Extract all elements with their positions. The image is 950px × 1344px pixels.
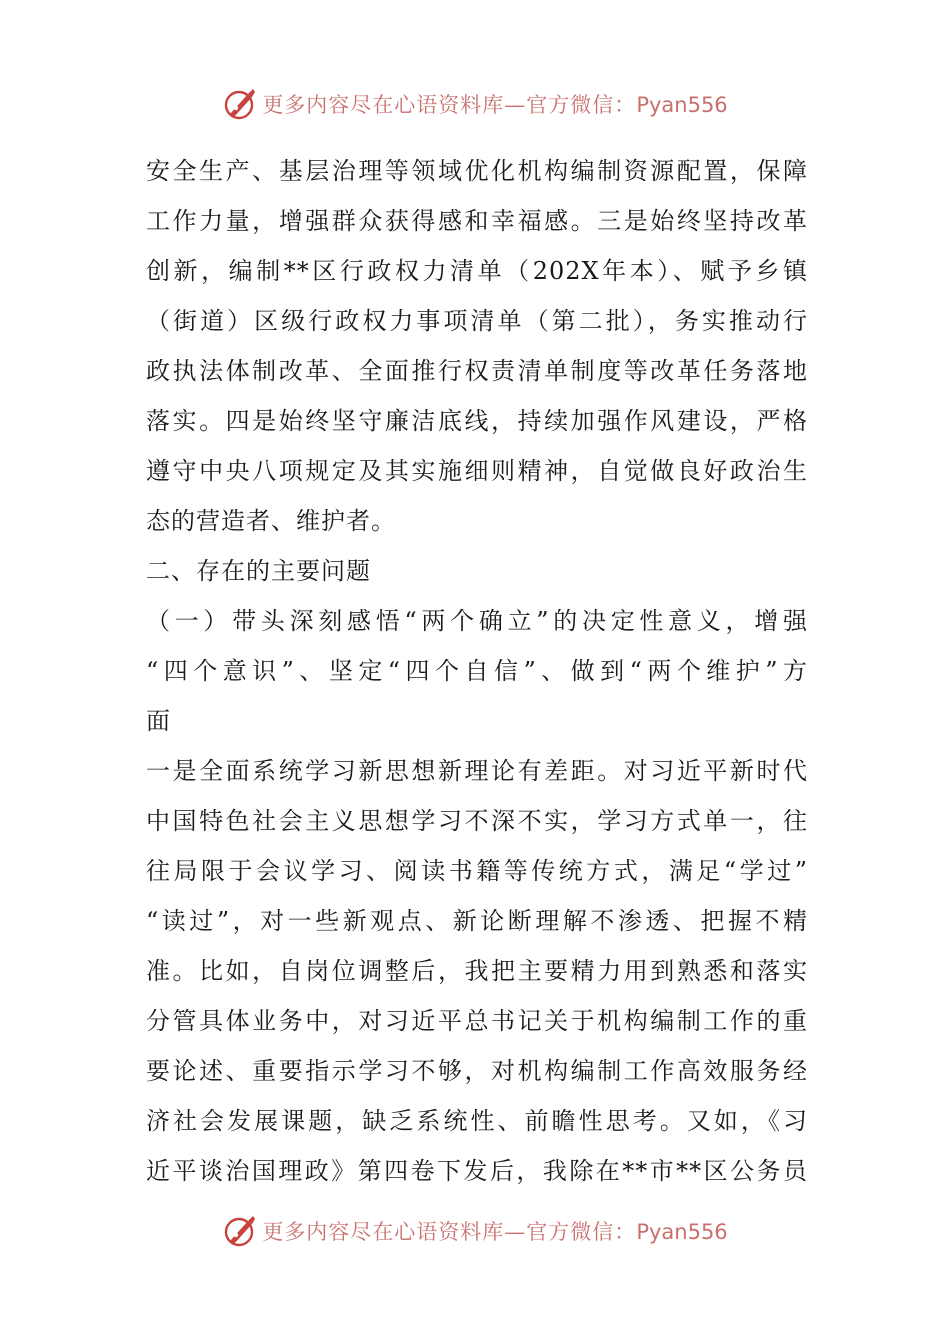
text-line: 往局限于会议学习、阅读书籍等传统方式，满足“学过” bbox=[146, 857, 808, 885]
text-line: 要论述、重要指示学习不够，对机构编制工作高效服务经 bbox=[146, 1057, 808, 1085]
text-line: “读过”，对一些新观点、新论断理解不渗透、把握不精 bbox=[146, 907, 808, 935]
text-line: 近平谈治国理政》第四卷下发后，我除在**市**区公务员 bbox=[146, 1157, 808, 1185]
text-line: 落实。四是始终坚守廉洁底线，持续加强作风建设，严格 bbox=[146, 407, 808, 435]
watermark-footer bbox=[0, 1211, 950, 1251]
text-line: 济社会发展课题，缺乏系统性、前瞻性思考。又如，《习 bbox=[146, 1107, 808, 1135]
text-line: 创新，编制**区行政权力清单（202X年本）、赋予乡镇 bbox=[146, 257, 808, 285]
document-body bbox=[146, 146, 808, 1196]
text-line: 态的营造者、维护者。 bbox=[146, 507, 396, 535]
watermark-header bbox=[0, 84, 950, 124]
watermark-text: 更多内容尽在心语资料库—官方微信：Pyan556 bbox=[262, 93, 728, 117]
subsection-heading: 面 bbox=[146, 707, 171, 735]
text-line: 一是全面系统学习新思想新理论有差距。对习近平新时代 bbox=[146, 757, 808, 785]
text-line: 中国特色社会主义思想学习不深不实，学习方式单一，往 bbox=[146, 807, 808, 835]
text-line: 分管具体业务中，对习近平总书记关于机构编制工作的重 bbox=[146, 1007, 808, 1035]
subsection-heading: “四个意识”、坚定“四个自信”、做到“两个维护”方 bbox=[146, 657, 808, 685]
text-line: 遵守中央八项规定及其实施细则精神，自觉做良好政治生 bbox=[146, 457, 808, 485]
pen-logo-icon bbox=[222, 1213, 258, 1249]
pen-logo-icon bbox=[222, 86, 258, 122]
text-line: （街道）区级行政权力事项清单（第二批），务实推动行 bbox=[146, 307, 808, 335]
text-line: 工作力量，增强群众获得感和幸福感。三是始终坚持改革 bbox=[146, 207, 808, 235]
subsection-heading: （一）带头深刻感悟“两个确立”的决定性意义，增强 bbox=[146, 607, 808, 635]
section-heading: 二、存在的主要问题 bbox=[146, 557, 371, 585]
watermark-text: 更多内容尽在心语资料库—官方微信：Pyan556 bbox=[262, 1220, 728, 1244]
text-line: 政执法体制改革、全面推行权责清单制度等改革任务落地 bbox=[146, 357, 808, 385]
text-line: 准。比如，自岗位调整后，我把主要精力用到熟悉和落实 bbox=[146, 957, 808, 985]
text-line: 安全生产、基层治理等领域优化机构编制资源配置，保障 bbox=[146, 157, 808, 185]
